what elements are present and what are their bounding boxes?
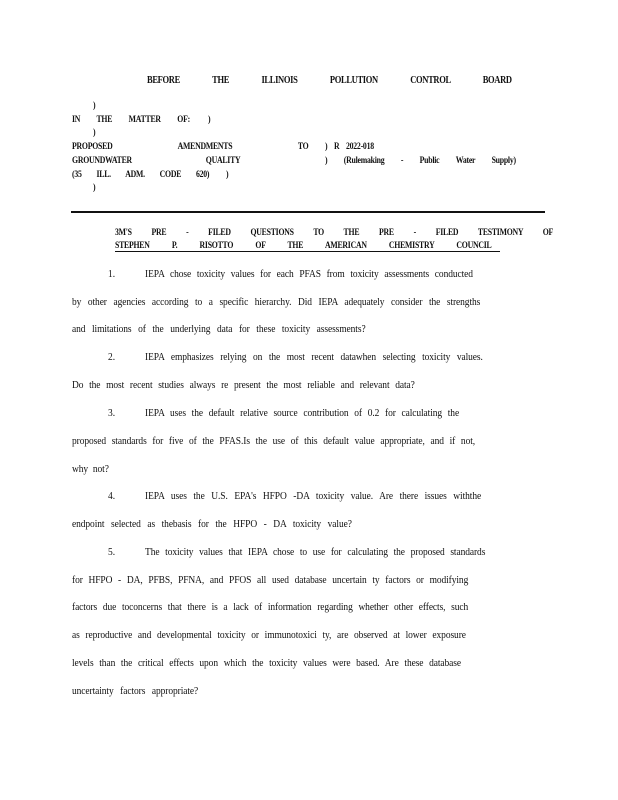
docket-number: ) R 2022-018 — [325, 142, 374, 152]
question-5-line: uncertainty factors appropriate? — [72, 685, 199, 697]
question-number: 1. — [108, 268, 116, 280]
question-5-line: for HFPO - DA, PFBS, PFNA, and PFOS all used database uncertain ty factors or modifying — [72, 574, 469, 586]
question-2-line: IEPA emphasizes relying on the most recent datawhen selecting toxicity values. — [145, 351, 483, 363]
question-3-line: IEPA uses the default relative source contribution of 0.2 for calculating the — [145, 407, 460, 419]
caption-paren: ) — [93, 183, 96, 193]
caption-paren: ) — [93, 101, 96, 111]
question-5-line: as reproductive and developmental toxicity or immunotoxici ty, are observed at lower exposure — [72, 629, 466, 641]
question-5-line: The toxicity values that IEPA chose to use for calculating the proposed standards — [145, 546, 486, 558]
question-number: 3. — [108, 407, 116, 419]
rulemaking-type: ) (Rulemaking - Public Water Supply) — [325, 156, 516, 166]
caption-paren: ) — [226, 170, 229, 180]
horizontal-rule — [71, 211, 545, 213]
document-title-line2: STEPHEN P. RISOTTO OF THE AMERICAN CHEMISTRY COUNCIL — [115, 241, 492, 251]
question-number: 5. — [108, 546, 116, 558]
title-underline — [115, 251, 500, 252]
question-number: 4. — [108, 490, 116, 502]
question-1-line: and limitations of the underlying data for these toxicity assessments? — [72, 323, 366, 335]
question-4-line: endpoint selected as thebasis for the HFPO - DA toxicity value? — [72, 518, 352, 530]
in-the-matter-of: IN THE MATTER OF: — [72, 115, 190, 125]
question-3-line: proposed standards for five of the PFAS.Is the use of this default value appropriate, and if not, — [72, 435, 476, 447]
document-title-line1: 3M'S PRE - FILED QUESTIONS TO THE PRE - FILED TESTIMONY OF — [115, 228, 554, 238]
question-3-line: why not? — [72, 463, 109, 475]
question-1-line: by other agencies according to a specific hierarchy. Did IEPA adequately consider the strengths — [72, 296, 481, 308]
proposed-amendments: PROPOSED AMENDMENTS TO — [72, 142, 309, 152]
question-4-line: IEPA uses the U.S. EPA's HFPO -DA toxicity value. Are there issues withthe — [145, 490, 482, 502]
question-1-line: IEPA chose toxicity values for each PFAS from toxicity assessments conducted — [145, 268, 473, 280]
question-number: 2. — [108, 351, 116, 363]
board-title: BEFORE THE ILLINOIS POLLUTION CONTROL BOARD — [147, 75, 512, 86]
caption-paren: ) — [93, 128, 96, 138]
question-5-line: levels than the critical effects upon which the toxicity values were based. Are these database — [72, 657, 462, 669]
caption-paren: ) — [208, 115, 211, 125]
code-citation: (35 ILL. ADM. CODE 620) — [72, 170, 210, 180]
question-5-line: factors due toconcerns that there is a lack of information regarding whether other effects, such — [72, 601, 469, 613]
question-2-line: Do the most recent studies always re present the most reliable and relevant data? — [72, 379, 415, 391]
groundwater-quality: GROUNDWATER QUALITY — [72, 156, 241, 166]
